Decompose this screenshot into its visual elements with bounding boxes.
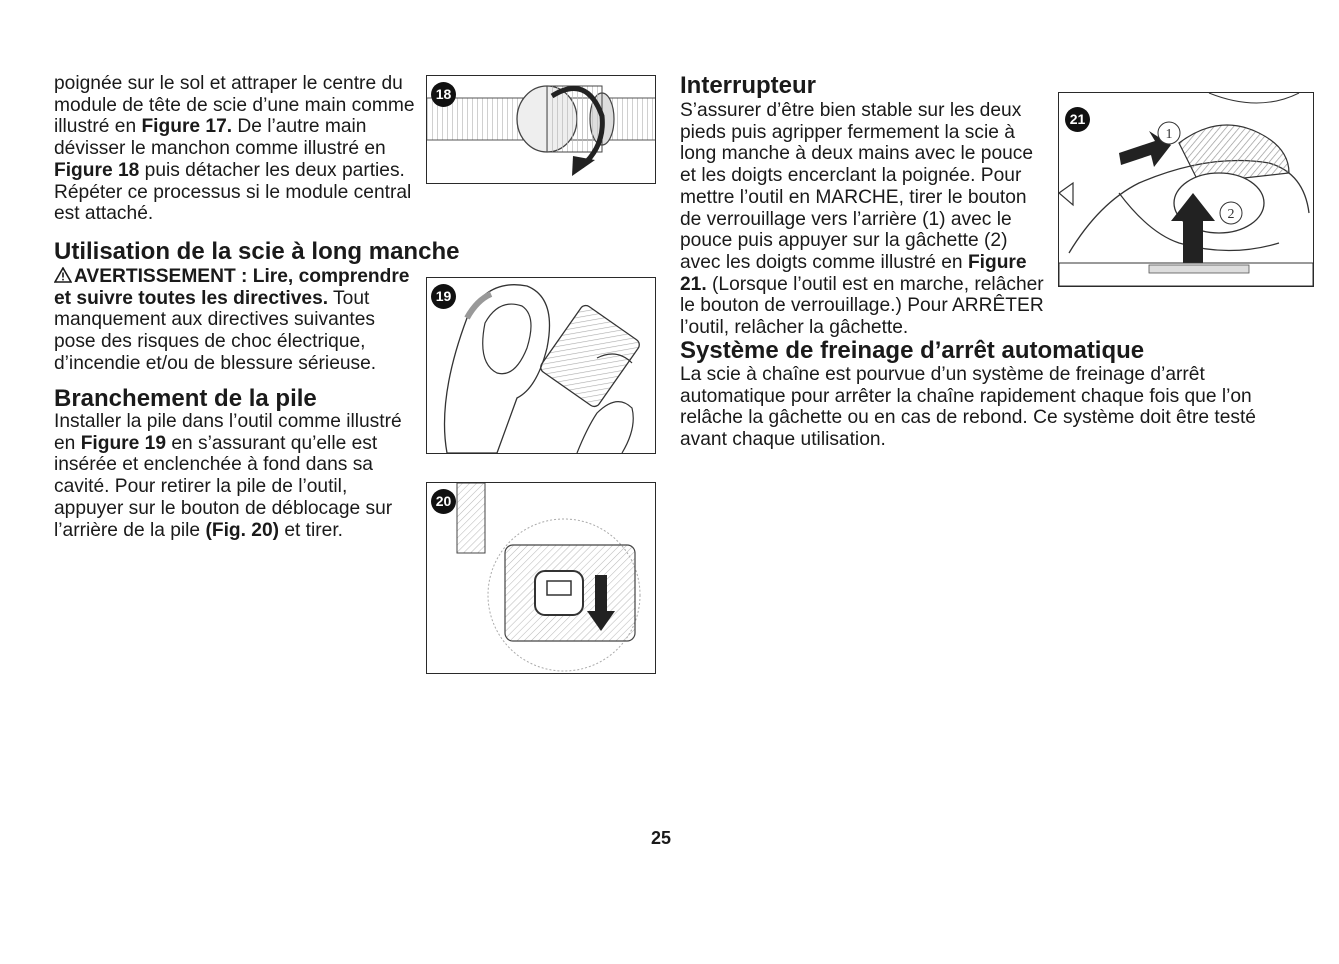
figure-20-badge: 20 [431,489,456,514]
brake-section [680,337,1280,364]
figure-20-illustration [427,483,655,673]
warning-bold-text: AVERTISSEMENT : Lire, comprendre et suivre toutes les directives. [54,266,410,309]
battery-section [54,385,394,412]
brake-heading: Système de freinage d’arrêt automatique [680,337,1145,364]
page-number: 25 [651,828,672,848]
usage-heading: Utilisation de la scie à long manche [54,238,460,265]
figure-18-ref: Figure 18 [54,159,140,181]
figure-19-badge: 19 [431,284,456,309]
warning-triangle-icon [54,267,72,283]
figure-21-callout-2: 2 [1227,207,1235,222]
switch-section [680,72,1080,99]
battery-heading: Branchement de la pile [54,385,317,412]
intro-paragraph: poignée sur le sol et attraper le centre du module de tête de scie d’une main comme illustré en Figure 17. De l’autre main dévisser le manchon comme illustré en Figure 18 puis détacher les deux parties. Répéter ce processus si le module central est attaché. [54,73,415,225]
figure-17-ref: Figure 17. [141,116,233,138]
figure-21-ref: Figure 21. [680,251,1027,295]
warning-paragraph: AVERTISSEMENT : Lire, comprendre et suivre toutes les directives. Tout manquement aux directives suivantes pose des risques de choc électrique, d’incendie et/ou de blessure sérieuse. [54,266,410,374]
figure-20-ref: (Fig. 20) [205,519,280,541]
brake-paragraph: La scie à chaîne est pourvue d’un système de freinage d’arrêt automatique pour arrêter la chaîne rapidement chaque fois que l’on relâche la gâchette ou en cas de rebond. Ce système doit être testé avant chaque utilisation. [680,364,1256,451]
figure-21 [1058,92,1314,287]
figure-19-ref: Figure 19 [80,432,166,454]
figure-19-illustration [427,278,655,453]
figure-21-illustration [1059,93,1313,286]
figure-18-illustration [427,76,655,183]
switch-heading: Interrupteur [680,72,817,99]
battery-paragraph: Installer la pile dans l’outil comme illustré en Figure 19 en s’assurant qu’elle est insérée et enclenchée à fond dans sa cavité. Pour retirer la pile de l’outil, appuyer sur le bouton de déblocage sur l’arrière de la pile (Fig. 20) et tirer. [54,411,402,541]
figure-19 [426,277,656,454]
figure-18-badge: 18 [431,82,456,107]
switch-paragraph: S’assurer d’être bien stable sur les deux pieds puis agripper fermement la scie à long manche à deux mains avec le pouce et les doigts encerclant la poignée. Pour mettre l’outil en MARCHE, tirer le bouton de verrouillage vers l’arrière (1) avec le pouce puis appuyer sur la gâchette (2) avec les doigts comme illustré en Figure 21. (Lorsque l’outil est en marche, relâcher le bouton de verrouillage.) Pour ARRÊTER l’outil, relâcher la gâchette. [680,100,1044,339]
usage-section [54,238,474,265]
figure-21-badge: 21 [1065,107,1090,132]
figure-21-callout-1: 1 [1165,127,1173,142]
figure-20 [426,482,656,674]
figure-18 [426,75,656,184]
